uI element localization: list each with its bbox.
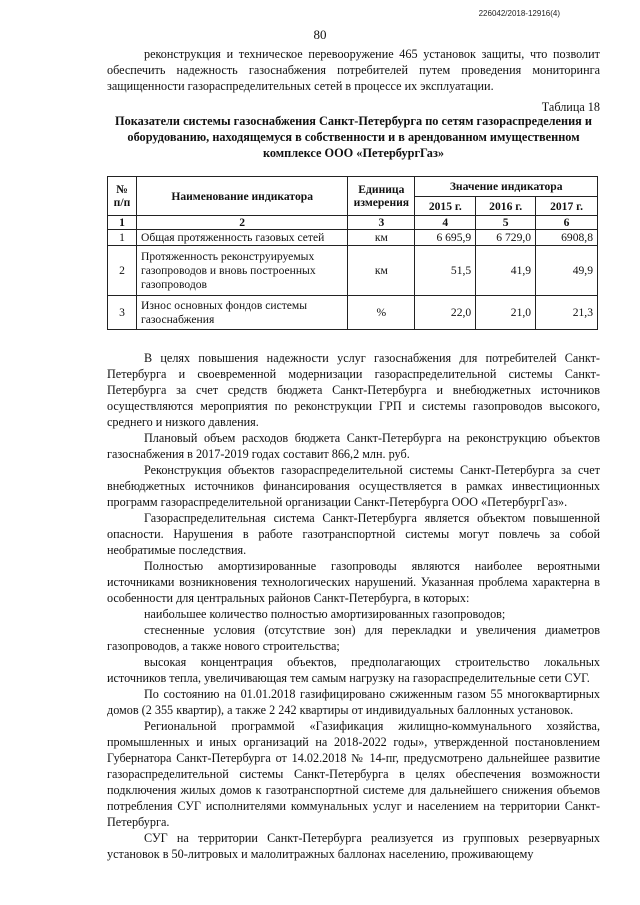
- header-year-2017: 2017 г.: [536, 197, 598, 216]
- body-text: [107, 350, 600, 862]
- indicators-table: [107, 176, 598, 330]
- paragraph: Реконструкция объектов газораспределительной системы Санкт-Петербурга за счет внебюджетных источников финансирования осуществляется в рамках инвестиционных программ газораспределительной организации Санкт-Петербурга ООО «ПетербургГаз».: [107, 463, 600, 509]
- paragraph: Газораспределительная система Санкт-Петербурга является объектом повышенной опасности. Нарушения в работе газотранспортной системы могут повлечь за собой необратимые последствия.: [107, 511, 600, 557]
- row-unit: км: [348, 230, 415, 246]
- intro-paragraph: [107, 46, 600, 94]
- row-unit: км: [348, 246, 415, 296]
- row-name: Износ основных фондов системы газоснабжения: [136, 296, 347, 330]
- row-value-2016: 6 729,0: [476, 230, 536, 246]
- header-unit: Единица измерения: [348, 177, 415, 216]
- list-item: высокая концентрация объектов, предполагающих строительство локальных источников тепла, увеличивающая тем самым нагрузку на газораспределительные сети СУГ.: [107, 655, 600, 685]
- row-value-2017: 49,9: [536, 246, 598, 296]
- col-number: 6: [536, 216, 598, 230]
- paragraph: Полностью амортизированные газопроводы являются наиболее вероятными источниками возникновения технологических нарушений. Указанная проблема характерна в особенности для центральных районов Санкт-Петербурга, в которых:: [107, 559, 600, 605]
- row-name: Протяженность реконструируемых газопроводов и вновь построенных газопроводов: [136, 246, 347, 296]
- row-value-2017: 21,3: [536, 296, 598, 330]
- row-value-2016: 41,9: [476, 246, 536, 296]
- header-year-2015: 2015 г.: [415, 197, 476, 216]
- list-item: стесненные условия (отсутствие зон) для перекладки и увеличения диаметров газопроводов, а также нового строительства;: [107, 623, 600, 653]
- row-value-2015: 22,0: [415, 296, 476, 330]
- table-row: [108, 246, 598, 296]
- intro-text: реконструкция и техническое перевооружение 465 установок защиты, что позволит обеспечить надежность газоснабжения потребителей путем проведения мониторинга защищенности газораспределительных сетей в процессе их эксплуатации.: [107, 47, 600, 93]
- paragraph: По состоянию на 01.01.2018 газифицировано сжиженным газом 55 многоквартирных домов (2 355 квартир), а также 2 242 квартиры от индивидуальных баллонных установок.: [107, 687, 600, 717]
- col-number: 2: [136, 216, 347, 230]
- paragraph: СУГ на территории Санкт-Петербурга реализуется из групповых резервуарных установок в 50-литровых и малолитражных баллонах населению, проживающему: [107, 831, 600, 861]
- paragraph: В целях повышения надежности услуг газоснабжения для потребителей Санкт-Петербурга и своевременной модернизации газораспределительной системы Санкт-Петербурга за счет средств бюджета Санкт-Петербурга и внебюджетных источников осуществляются мероприятия по реконструкции ГРП и системы газопроводов высокого, среднего и низкого давления.: [107, 351, 600, 429]
- row-unit: %: [348, 296, 415, 330]
- row-num: 1: [108, 230, 137, 246]
- row-value-2016: 21,0: [476, 296, 536, 330]
- row-num: 3: [108, 296, 137, 330]
- col-number: 5: [476, 216, 536, 230]
- table-label: Таблица 18: [541, 100, 600, 114]
- column-number-row: [108, 216, 598, 230]
- header-name: Наименование индикатора: [136, 177, 347, 216]
- col-number: 1: [108, 216, 137, 230]
- row-value-2015: 6 695,9: [415, 230, 476, 246]
- table-title: Показатели системы газоснабжения Санкт-Петербурга по сетям газораспределения и оборудованию, находящемуся в собственности и в арендованном имущественном комплексе ООО «ПетербургГаз»: [115, 114, 592, 160]
- table-row: [108, 296, 598, 330]
- table-row: [108, 230, 598, 246]
- row-value-2017: 6908,8: [536, 230, 598, 246]
- row-name: Общая протяженность газовых сетей: [136, 230, 347, 246]
- header-year-2016: 2016 г.: [476, 197, 536, 216]
- page-number: 80: [313, 27, 327, 42]
- paragraph: Плановый объем расходов бюджета Санкт-Петербурга на реконструкцию объектов газоснабжения в 2017-2019 годах составит 866,2 млн. руб.: [107, 431, 600, 461]
- list-item: наибольшее количество полностью амортизированных газопроводов;: [144, 607, 506, 621]
- header-num: № п/п: [108, 177, 137, 216]
- row-num: 2: [108, 246, 137, 296]
- header-value-group: Значение индикатора: [415, 177, 598, 197]
- paragraph: Региональной программой «Газификация жилищно-коммунального хозяйства, промышленных и иных организаций на 2018-2022 годы», утвержденной постановлением Губернатора Санкт-Петербурга от 14.02.2018 № 14-пг, предусмотрено дальнейшее развитие газораспределительной системы Санкт-Петербурга в целях обеспечения возможности подключения жилых домов к газотранспортной системе для дальнейшего снижения объемов потребления СУГ исполнителями коммунальных услуг и населением на территории Санкт-Петербурга.: [107, 719, 600, 829]
- document-id: 226042/2018-12916(4): [478, 9, 560, 18]
- col-number: 4: [415, 216, 476, 230]
- row-value-2015: 51,5: [415, 246, 476, 296]
- col-number: 3: [348, 216, 415, 230]
